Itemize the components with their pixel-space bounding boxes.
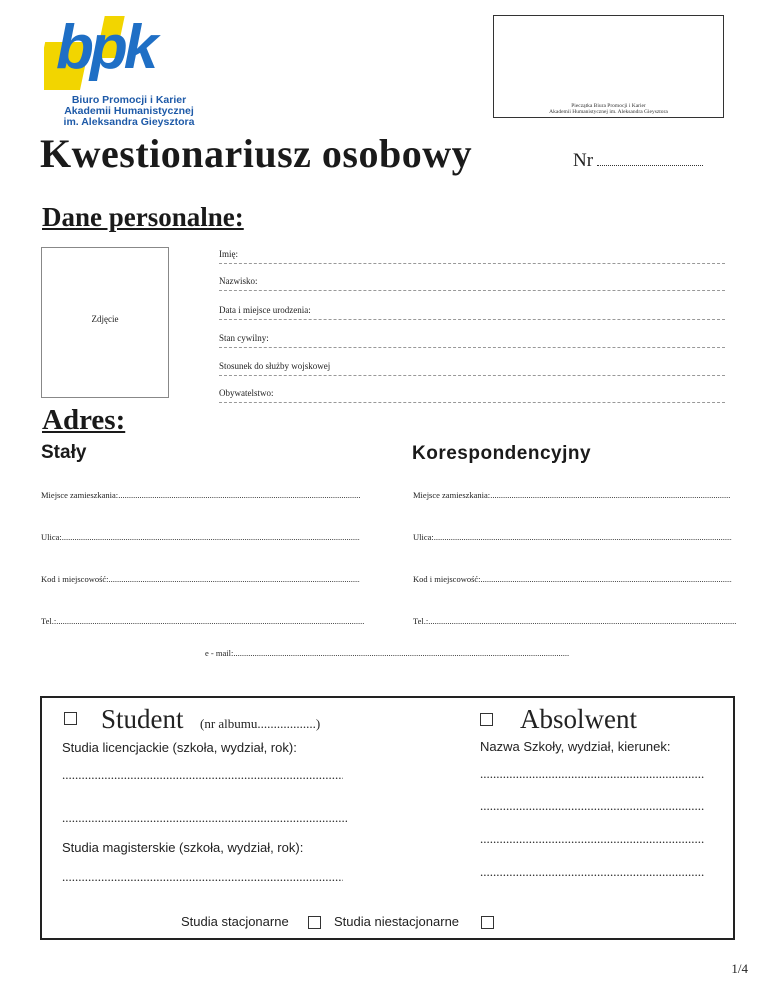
- photo-label: Zdjęcie: [91, 314, 119, 324]
- field-label: Tel.:: [41, 616, 57, 626]
- number-label: Nr: [573, 150, 594, 171]
- bachelor-studies-label: Studia licencjackie (szkoła, wydział, rok):: [62, 740, 297, 755]
- correspondence-postal-city-field[interactable]: [413, 574, 732, 586]
- birth-date-place-field[interactable]: [219, 304, 725, 320]
- field-label: Stan cywilny:: [219, 333, 269, 343]
- correspondence-phone-field[interactable]: [413, 616, 736, 628]
- field-label: Miejsce zamieszkania:: [41, 490, 119, 500]
- citizenship-field[interactable]: [219, 387, 725, 403]
- field-label: Nazwisko:: [219, 276, 258, 286]
- permanent-postal-city-field[interactable]: [41, 574, 360, 586]
- full-time-checkbox[interactable]: [308, 916, 321, 929]
- graduate-school-line[interactable]: [480, 769, 704, 781]
- permanent-street-field[interactable]: [41, 532, 360, 544]
- stamp-caption-line: Akademii Humanistycznej im. Aleksandra Gieysztora: [549, 109, 668, 115]
- full-time-label: Studia stacjonarne: [181, 914, 289, 929]
- part-time-checkbox[interactable]: [481, 916, 494, 929]
- last-name-field[interactable]: [219, 275, 725, 291]
- field-label: Data i miejsce urodzenia:: [219, 305, 311, 315]
- bachelor-studies-line[interactable]: [62, 770, 343, 782]
- field-label: Tel.:: [413, 616, 429, 626]
- address-heading: Adres:: [42, 404, 126, 436]
- correspondence-residence-field[interactable]: [413, 490, 730, 502]
- permanent-address-heading: Stały: [41, 442, 87, 463]
- logo-line: im. Aleksandra Gieysztora: [63, 116, 195, 128]
- correspondence-street-field[interactable]: [413, 532, 732, 544]
- logo-line: Biuro Promocji i Karier: [71, 94, 187, 106]
- permanent-residence-field[interactable]: [41, 490, 360, 502]
- personal-data-heading: Dane personalne:: [42, 202, 244, 232]
- bachelor-studies-line[interactable]: [62, 813, 347, 825]
- field-label: e - mail:: [205, 648, 234, 658]
- student-label: Student: [101, 704, 184, 734]
- stamp-caption: [493, 103, 724, 115]
- graduate-label: Absolwent: [520, 704, 637, 734]
- field-label: Stosunek do służby wojskowej: [219, 361, 331, 371]
- page-title: Kwestionariusz osobowy: [40, 131, 473, 176]
- military-service-field[interactable]: [219, 360, 725, 376]
- field-label: Ulica:: [413, 532, 434, 542]
- number-field[interactable]: [597, 152, 703, 166]
- field-label: Kod i miejscowość:: [41, 574, 109, 584]
- field-label: Kod i miejscowość:: [413, 574, 481, 584]
- field-label: Ulica:: [41, 532, 62, 542]
- marital-status-field[interactable]: [219, 332, 725, 348]
- email-field[interactable]: [205, 648, 569, 660]
- graduate-checkbox[interactable]: [480, 713, 493, 726]
- graduate-school-label: Nazwa Szkoły, wydział, kierunek:: [480, 739, 671, 754]
- graduate-school-line[interactable]: [480, 867, 704, 879]
- part-time-label: Studia niestacjonarne: [334, 914, 460, 929]
- field-label: Miejsce zamieszkania:: [413, 490, 491, 500]
- album-number-field[interactable]: (nr albumu..................): [200, 716, 321, 731]
- correspondence-address-heading: Korespondencyjny: [412, 443, 592, 464]
- graduate-school-line[interactable]: [480, 834, 704, 846]
- page-number: 1/4: [731, 961, 748, 976]
- first-name-field[interactable]: [219, 248, 725, 264]
- graduate-school-line[interactable]: [480, 801, 704, 813]
- student-checkbox[interactable]: [64, 712, 77, 725]
- bpk-logo: [44, 10, 204, 90]
- field-label: Obywatelstwo:: [219, 388, 274, 398]
- stamp-caption-line: Pieczątka Biura Promocji i Karier: [571, 103, 646, 109]
- permanent-phone-field[interactable]: [41, 616, 364, 628]
- field-label: Imię:: [219, 249, 238, 259]
- master-studies-line[interactable]: [62, 872, 343, 884]
- logo-line: Akademii Humanistycznej: [64, 105, 194, 117]
- master-studies-label: Studia magisterskie (szkoła, wydział, rok):: [62, 840, 304, 855]
- logo-wordmark: bpk: [56, 13, 155, 82]
